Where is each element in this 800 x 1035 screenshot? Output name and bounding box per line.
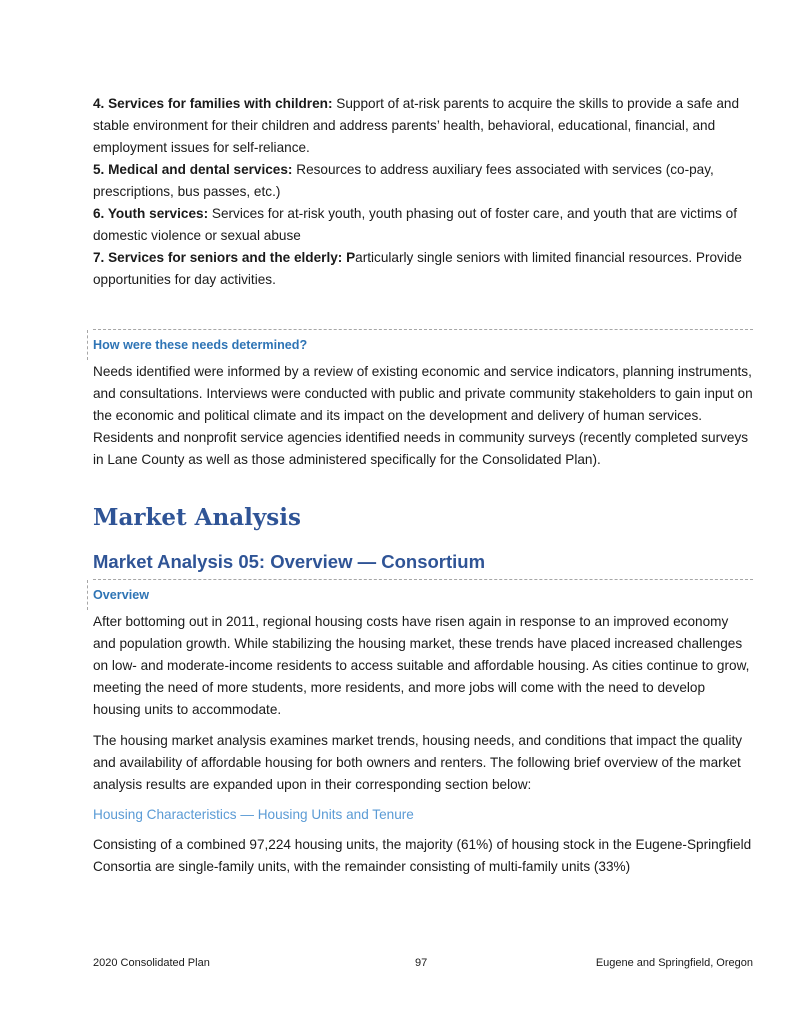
needs-box-text: Needs identified were informed by a review of existing economic and service indicators, planning instruments, and consultations. Interviews were conducted with public and private community stakeholders to gain input on the economic and political climate and its impact on the development and delivery of human services. Residents and nonprofit service agencies identified needs in community surveys (recently completed surveys in Lane County as well as those administered specifically for the Consolidated Plan). (93, 364, 753, 467)
footer-page-number: 97 (415, 957, 428, 969)
market-analysis-title: Market Analysis (93, 504, 301, 531)
housing-characteristics-subheading: Housing Characteristics — Housing Units and Tenure (93, 807, 414, 822)
service-item-seniors (93, 247, 753, 291)
service-item-youth (93, 203, 753, 247)
footer-location: Eugene and Springfield, Oregon (595, 957, 753, 969)
spacer (93, 721, 753, 730)
service-text: Resources to address auxiliary fees associated with services (co-pay, prescriptions, bus passes, etc.) (93, 162, 714, 199)
service-text: Support of at-risk parents to acquire the skills to provide a safe and stable environment for their children and address parents’ health, behavioral, educational, financial, and employment issues for self-reliance. (93, 96, 740, 155)
needs-box-label: How were these needs determined? (93, 338, 308, 352)
service-text: Services for at-risk youth, youth phasing out of foster care, and youth that are victims of domestic violence or sexual abuse (93, 206, 738, 243)
page-footer (93, 957, 753, 977)
spacer (93, 291, 753, 317)
market-analysis-subtitle: Market Analysis 05: Overview — Consortium (93, 551, 486, 572)
service-item-medical (93, 159, 753, 203)
needs-box (93, 329, 753, 471)
overview-box (93, 579, 753, 878)
overview-box-label: Overview (93, 588, 150, 602)
service-heading: 5. Medical and dental services: (93, 162, 293, 177)
overview-paragraph-3: Consisting of a combined 97,224 housing units, the majority (61%) of housing stock in the Eugene-Springfield Consortia are single-family units, with the remainder consisting of multi-family units (33%) (93, 837, 752, 874)
service-item-families (93, 93, 753, 159)
footer-plan-title: 2020 Consolidated Plan (93, 957, 210, 969)
overview-paragraph-1: After bottoming out in 2011, regional housing costs have risen again in response to an improved economy and population growth. While stabilizing the housing market, these trends have placed increased challenges on low- and moderate-income residents to access suitable and affordable housing. As cities continue to grow, meeting the need of more students, more residents, and more jobs will come with the need to develop housing units to accommodate. (93, 614, 750, 717)
service-text: articularly single seniors with limited financial resources. Provide opportunities for day activities. (93, 250, 742, 287)
service-heading: 7. Services for seniors and the elderly: P (93, 250, 356, 265)
service-heading: 6. Youth services: (93, 206, 209, 221)
overview-paragraph-2: The housing market analysis examines market trends, housing needs, and conditions that impact the quality and availability of affordable housing for both owners and renters. The following brief overview of the market analysis results are expanded upon in their corresponding section below: (93, 733, 743, 792)
page-content (93, 93, 753, 878)
service-list (93, 93, 753, 291)
service-heading: 4. Services for families with children: (93, 96, 333, 111)
